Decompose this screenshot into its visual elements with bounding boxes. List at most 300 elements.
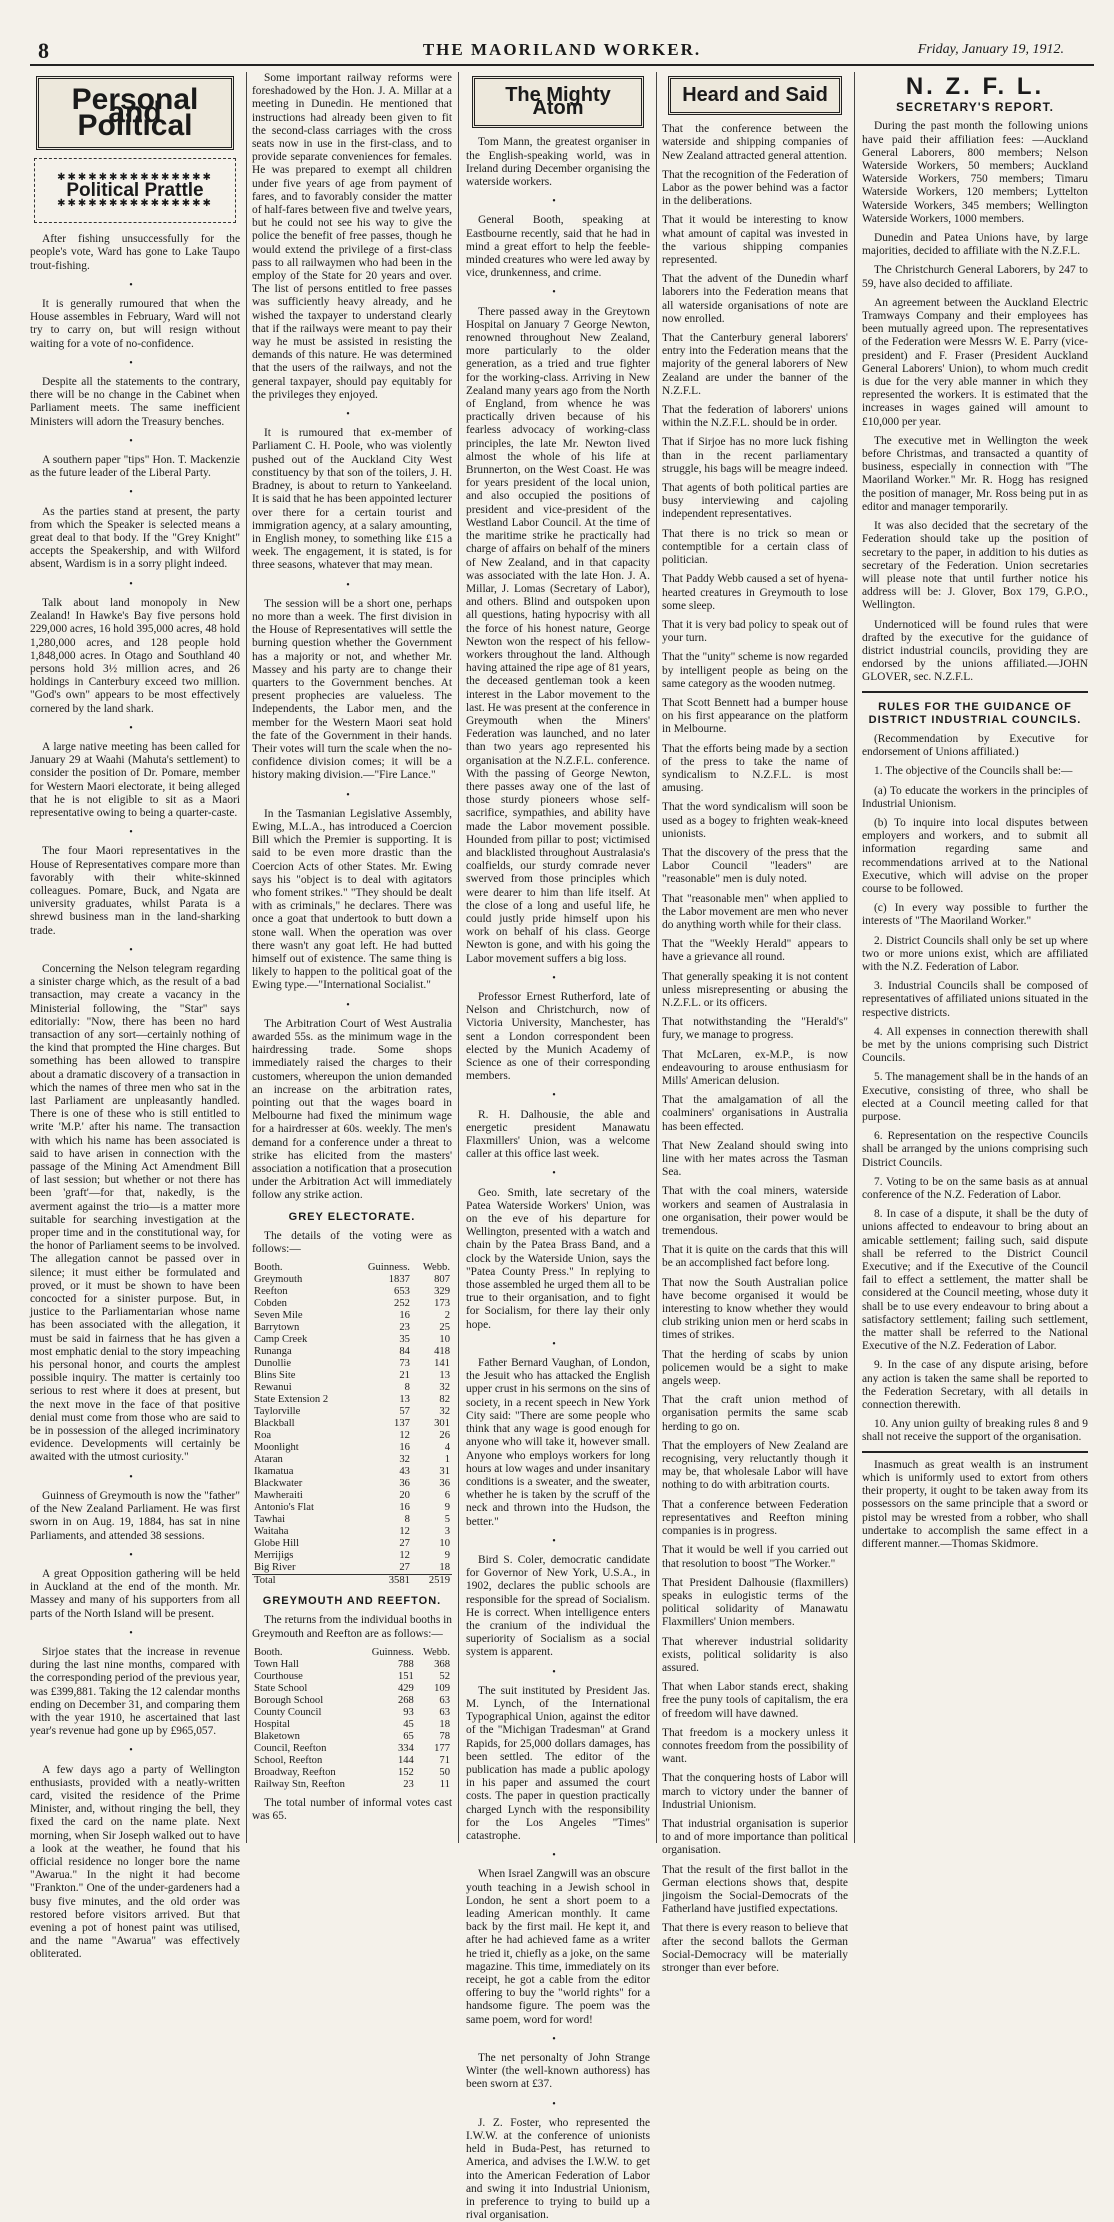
table-cell: 16 (399, 1502, 410, 1514)
table-cell: 5 (444, 1514, 450, 1526)
paragraph: That the federation of laborers' unions within the N.Z.F.L. should be in order. (662, 404, 848, 430)
table-row (252, 1659, 452, 1671)
paragraph: The Arbitration Court of West Australia awarded 55s. as the minimum wage in the hairdressing trade. Some shops immediately raised the charges to their customers, whereupon the union demanded an increase on the arbitration rates, pointing out that the wages board in Melbourne had fixed the minimum wage for a hairdresser at 60s. weekly. The men's demand for a conference under a threat to strike has elicited from the masters' association a notification that a prosecution under the Arbitration Act will immediately follow any strike action. (252, 1017, 452, 1202)
paragraph: That if Sirjoe has no more luck fishing than in the recent parliamentary struggle, his bags will be meagre indeed. (662, 436, 848, 475)
secretary-report-heading: SECRETARY'S REPORT. (896, 100, 1054, 115)
table-cell: 45 (403, 1718, 414, 1730)
paragraph: That it would be interesting to know what amount of capital was invested in the various shipping companies represented. (662, 214, 848, 267)
table-cell: 4 (444, 1442, 450, 1454)
table-row (252, 1454, 452, 1466)
separator-icon: • (552, 972, 564, 984)
table-row (252, 1406, 452, 1418)
table-cell: Mawheraiti (254, 1490, 303, 1502)
greymouth-reefton-table (252, 1647, 452, 1791)
grey-electorate-table (252, 1262, 452, 1587)
paragraph: The net personalty of John Strange Winter (the well-known authoress) has been sworn at £37. (466, 2052, 650, 2091)
paragraph: 6. Representation on the respective Councils shall be arranged by the unions comprising such District Councils. (862, 1130, 1088, 1169)
paragraph: That the discovery of the press that the Labor Council "leaders" are "reasonable" men is duly noted. (662, 846, 848, 886)
paragraph: That the "Weekly Herald" appears to have a grievance all round. (662, 938, 848, 964)
separator-icon: • (129, 944, 141, 956)
table-row (252, 1274, 452, 1286)
paragraph: That the amalgamation of all the coalminers' organisations in Australia has been effected. (662, 1094, 848, 1133)
table-row (252, 1310, 452, 1322)
paragraph: General Booth, speaking at Eastbourne recently, said that he had in mind a great effort to help the feeble-minded creatures who were led away by vice, drunkenness, and crime. (466, 214, 650, 280)
separator-icon: • (552, 196, 564, 208)
table-cell: 329 (434, 1286, 450, 1298)
paragraph: That the conference between the waterside and shipping companies of New Zealand attracted general attention. (662, 123, 848, 162)
paragraph: In the Tasmanian Legislative Assembly, Ewing, M.L.A., has introduced a Coercion Bill which the Premier is supporting. It is said to be even more drastic than the Coercion Acts of other States. Mr. Ewing says his "object is to deal with agitators who foment strikes." "They should be dealt with as criminals," he declares. There was once a goat that undertook to butt down a stone wall. When the operation was over there wasn't any goat left. He had butted himself out of existence. The same thing is likely to happen to the political goat of the Ewing type.—"International Socialist." (252, 807, 452, 992)
table-cell: 23 (399, 1322, 410, 1334)
paragraph: J. Z. Foster, who represented the I.W.W. at the conference of unionists held in Buda-Pest, has returned to America, and advises the I.W.W. to get into the American Federation of Labor and swing it into Industrial Unionism, in preference to trying to build up a rival organisation. (466, 2116, 650, 2222)
paragraph: R. H. Dalhousie, the able and energetic president Manawatu Flaxmillers' Union, was a welcome caller at this office last week. (466, 1108, 650, 1161)
separator-icon: • (346, 409, 358, 421)
column-header: Webb. (422, 1646, 450, 1658)
separator-icon: • (552, 287, 564, 299)
table-cell: 173 (434, 1298, 450, 1310)
closing-quote: Inasmuch as great wealth is an instrument which is uniformly used to extort from others their property, it ought to be taken away from its possessors on the same principle that a sword or pistol may be wrested from a robber, who shall undertake to accomplish the same effect in a different manner.—Thomas Skidmore. (862, 1458, 1088, 1550)
paragraph: During the past month the following unions have paid their affiliation fees: —Auckland General Laborers, 800 members; Nelson Waterside Workers, 50 members; Auckland Waterside Workers, 750 members; Timaru Waterside Workers, 120 members; Lyttelton Waterside Workers, 345 members; Wellington Waterside Workers, 1000 members. (862, 120, 1088, 225)
paragraph: Geo. Smith, late secretary of the Patea Waterside Workers' Union, was on the eve of his departure for Wellington, presented with a watch and chain by the Patea Brass Band, and a clock by the Waterside Union, says the "Patea County Press." In replying to those assembled he urged them all to be true to their organisation, and to fight for Socialism, for there lay their only hope. (466, 1186, 650, 1331)
table-row (252, 1707, 452, 1719)
star-border-icon: ✱✱✱✱✱✱✱✱✱✱✱✱✱✱✱ (57, 171, 213, 183)
paragraph: The session will be a short one, perhaps no more than a week. The first division in the House of Representatives will settle the burning question whether the Government has a majority or not, and whether Mr. Massey and his party are to change their quarters to the Government benches. At present prophecies are valueless. The Independents, the Labor men, and the member for the Western Maori seat hold the fate of the Government in their hands. Their votes will turn the scale when the no-confidence division comes; it will be a history making division.—"Fire Lance." (252, 597, 452, 782)
table-row (252, 1358, 452, 1370)
paragraph: That with the coal miners, waterside workers and seamen of Australasia in one organisation, their power would be tremendous. (662, 1185, 848, 1238)
table-cell: Taylorville (254, 1406, 301, 1418)
paragraph: Tom Mann, the greatest organiser in the English-speaking world, was in Ireland during December organising the waterside workers. (466, 136, 650, 189)
table-cell: Total (252, 1575, 353, 1588)
paragraph: That "reasonable men" when applied to the Labor movement are men who never do anything worth while for their class. (662, 892, 848, 931)
separator-icon: • (129, 435, 141, 447)
separator-icon: • (552, 1338, 564, 1350)
paragraph: Despite all the statements to the contrary, there will be no change in the Cabinet when Parliament meets. The same inefficient Ministers will adorn the Treasury benches. (30, 376, 240, 428)
table-cell: 177 (434, 1742, 450, 1754)
paragraph: That the conquering hosts of Labor will march to victory under the banner of Industrial Unionism. (662, 1772, 848, 1811)
table-cell: 25 (439, 1322, 450, 1334)
table-cell: 78 (439, 1730, 450, 1742)
grey-electorate-intro: The details of the voting were as follows:— (252, 1229, 452, 1256)
article-body (862, 120, 1088, 684)
table-cell: Tawhai (254, 1514, 286, 1526)
paragraph: It is rumoured that ex-member of Parliament C. H. Poole, who was violently pushed out of the Auckland City West constituency by that son of the toilers, J. H. Bradney, is about to return to Yankeeland. It is said that he has been appointed lecturer over there for a certain tourist and immigration agency, at a salary amounting, in English money, to something like £15 a week. The engagement, it is stated, is for three seasons, whatever that may mean. (252, 427, 452, 572)
paragraph: (c) In every way possible to further the interests of "The Maoriland Worker." (862, 902, 1088, 928)
paragraph: That it would be well if you carried out that resolution to boost "The Worker." (662, 1544, 848, 1570)
table-cell: 32 (439, 1406, 450, 1418)
paragraph: Sirjoe states that the increase in revenue during the last nine months, compared with the corresponding period of the previous year, was £399,881. Taking the 12 calendar months ending on December 31, and comparing them with the year 1910, he ascertained that last year's revenue had gone up by £965,057. (30, 1645, 240, 1738)
paragraph: That there is no trick so mean or contemptible for a certain class of politician. (662, 527, 848, 567)
table-cell: Waitaha (254, 1526, 289, 1538)
paragraph: That the advent of the Dunedin wharf laborers into the Federation means that all waterside organisations of note are now enrolled. (662, 273, 848, 325)
table-cell: Roa (254, 1430, 272, 1442)
paragraph: That the employers of New Zealand are recognising, very reluctantly though it may be, that wholesale Labor will have nothing to do with arbitration courts. (662, 1439, 848, 1492)
paragraph: After fishing unsuccessfully for the people's vote, Ward has gone to Lake Taupo trout-fishing. (30, 233, 240, 272)
paragraph: The Christchurch General Laborers, by 247 to 59, have also decided to affiliate. (862, 264, 1088, 290)
paragraph: A great Opposition gathering will be held in Auckland at the end of the month. Mr. Massey and many of his supporters from all parts of the North Island will be present. (30, 1567, 240, 1620)
paragraph: That the herding of scabs by union policemen would be a sight to make angels weep. (662, 1348, 848, 1388)
table-cell: 31 (439, 1466, 450, 1478)
table-row (252, 1322, 452, 1334)
table-cell: Barrytown (254, 1322, 300, 1334)
section-subtitle-political-prattle (34, 158, 236, 224)
page-number: 8 (38, 38, 49, 63)
separator-icon: • (552, 1168, 564, 1180)
table-row (252, 1743, 452, 1755)
table-cell: 109 (434, 1682, 450, 1694)
table-cell: 35 (399, 1334, 410, 1346)
table-cell: 20 (399, 1490, 410, 1502)
column-personal-political (30, 72, 240, 1961)
paragraph: That wherever industrial solidarity exists, political solidarity is also assured. (662, 1635, 848, 1674)
section-title-personal-political: Personal and Political (36, 76, 234, 150)
subtitle-text: Political Prattle (66, 179, 204, 201)
paragraph: That the Canterbury general laborers' entry into the Federation means that the majority of the general laborers of New Zealand are under the banner of the N.Z.F.L. (662, 332, 848, 397)
table-cell: 13 (439, 1370, 450, 1382)
table-cell: Hospital (254, 1718, 290, 1730)
table-cell: 43 (399, 1466, 410, 1478)
star-border-icon: ✱✱✱✱✱✱✱✱✱✱✱✱✱✱✱ (57, 198, 213, 210)
paragraph: 5. The management shall be in the hands of an Executive, consisting of three, who shall be elected at a Council meeting called for that purpose. (862, 1071, 1088, 1124)
table-cell: 26 (439, 1430, 450, 1442)
paragraph: 9. In the case of any dispute arising, before any action is taken the same shall be reported to the Federation Secretary, with all details in connection therewith. (862, 1359, 1088, 1412)
separator-icon: • (129, 1627, 141, 1639)
nzfl-heading: N. Z. F. L. (905, 73, 1045, 100)
paragraph: The suit instituted by President Jas. M. Lynch, of the International Typographical Union, against the editor of the "Michigan Tradesman" at Grand Rapids, for 25,000 dollars damages, has been settled. The editor of the publication has made a public apology in his paper and assumed the court costs. The paper in question practically charged Lynch with the responsibility for the Los Angeles "Times" catastrophe. (466, 1684, 650, 1842)
masthead (30, 38, 1094, 66)
paragraph: Guinness of Greymouth is now the "father" of the New Zealand Parliament. He was first sworn in on Aug. 19, 1884, has sat in nine Parliaments, and attended 38 sessions. (30, 1489, 240, 1542)
separator-icon: • (129, 1471, 141, 1483)
table-row (252, 1298, 452, 1310)
table-cell: 12 (399, 1550, 410, 1562)
table-row (252, 1731, 452, 1743)
table-cell: 418 (434, 1346, 450, 1358)
table-row (252, 1442, 452, 1454)
table-cell: 18 (439, 1718, 450, 1730)
total-row (252, 1575, 452, 1588)
paragraph: 8. In case of a dispute, it shall be the duty of unions affected to endeavour to bring about an amicable settlement; failing such, said dispute shall be referred to the District Council Executive; and if the Executive of the Council fail to effect a settlement, the matter shall be considered at the Council meeting, whose duty it shall be to use every endeavour to bring about a satisfactory settlement; failing such settlement, the matter shall be referred to the National Executive of the N.Z. Federation of Labor. (862, 1208, 1088, 1353)
column-railway-grey (252, 72, 452, 1845)
article-body (466, 136, 650, 2222)
paragraph: Bird S. Coler, democratic candidate for Governor of New York, U.S.A., in 1902, declares the public schools are responsible for the spread of Socialism. He is correct. When intelligence enters the cranium of the individual the superiority of Socialism as a social system is apparent. (466, 1553, 650, 1659)
table-cell: 8 (404, 1514, 410, 1526)
paragraph: 2. District Councils shall only be set up where two or more unions exist, which are affiliated with the N.Z. Federation of Labor. (862, 934, 1088, 973)
table-cell: 9 (444, 1502, 450, 1514)
paragraph: That the efforts being made by a section of the press to take the name of syndicalism to N.Z.F.L. is most amusing. (662, 742, 848, 795)
paragraph: That President Dalhousie (flaxmillers) speaks in eulogistic terms of the political solidarity of Manawatu Flaxmillers' Union members. (662, 1576, 848, 1629)
table-cell: 63 (439, 1694, 450, 1706)
paragraph: That New Zealand should swing into line with her mates across the Tasman Sea. (662, 1139, 848, 1179)
table-row (252, 1478, 452, 1490)
paragraph: 4. All expenses in connection therewith shall be met by the unions comprising such District Councils. (862, 1025, 1088, 1065)
paper-title: THE MAORILAND WORKER. (422, 40, 702, 59)
table-cell: 144 (397, 1754, 414, 1766)
paragraph: That when Labor stands erect, shaking free the puny tools of capitalism, the era of freedom will have dawned. (662, 1681, 848, 1720)
table-cell: 152 (397, 1766, 414, 1778)
table-cell: Blins Site (254, 1370, 296, 1382)
table-row (252, 1719, 452, 1731)
table-cell: 10 (439, 1334, 450, 1346)
table-cell: 32 (399, 1454, 410, 1466)
table-cell: 93 (403, 1706, 414, 1718)
table-row (252, 1370, 452, 1382)
table-cell: Merrijigs (254, 1550, 294, 1562)
table-cell: Rewanui (254, 1382, 292, 1394)
table-cell: State Extension 2 (254, 1394, 329, 1406)
table-cell: County Council (254, 1706, 322, 1718)
table-cell: Railway Stn, Reefton (254, 1778, 345, 1790)
greymouth-reefton-intro: The returns from the individual booths in Greymouth and Reefton are as follows:— (252, 1614, 452, 1640)
column-heard-said (662, 72, 848, 1974)
table-cell: Ataran (254, 1454, 283, 1466)
table-row (252, 1562, 452, 1575)
paragraph: 3. Industrial Councils shall be composed of representatives of affiliated unions situated in the respective districts. (862, 980, 1088, 1019)
paragraph: That freedom is a mockery unless it connotes freedom from the possibility of want. (662, 1726, 848, 1766)
column-divider (854, 72, 855, 1843)
table-cell: 36 (399, 1478, 410, 1490)
table-cell: Blackball (254, 1418, 295, 1430)
table-cell: Town Hall (254, 1658, 299, 1670)
paragraph: A large native meeting has been called for January 29 at Waahi (Mahuta's settlement) to consider the position of Dr. Pomare, member for Western Maori electorate, it being alleged that he is not eligible to sit as a Maori representative owing to being a quarter-caste. (30, 740, 240, 819)
paragraph: The four Maori representatives in the House of Representatives compare more than favorably with their white-skinned colleagues. Pomare, Buck, and Ngata are university graduates, whilst Parata is a shrewd business man in the land-sharking trade. (30, 845, 240, 937)
table-cell: Reefton (254, 1286, 288, 1298)
separator-icon: • (129, 357, 141, 369)
paragraph: That agents of both political parties are busy interviewing and cajoling independent representatives. (662, 482, 848, 521)
separator-icon: • (129, 578, 141, 590)
table-row (252, 1550, 452, 1562)
paragraph: Father Bernard Vaughan, of London, the Jesuit who has attacked the English upper crust in his sermons on the sins of society, in a recent speech in New York City said: "There are some people who think that any wage is good enough for anyone who will take it, however small. Anyone who employs workers for long hours at low wages and under insanitary conditions is a sweater, and the sweater, whether he is taken by the scruff of the neck and thrown into the Hudson, the better." (466, 1357, 650, 1528)
section-divider (862, 691, 1088, 693)
table-cell: 65 (403, 1730, 414, 1742)
column-header: Webb. (422, 1262, 450, 1274)
table-cell: 9 (444, 1550, 450, 1562)
table-cell: 268 (397, 1694, 414, 1706)
paragraph: That the recognition of the Federation of Labor as the power behind was a factor in the deliberations. (662, 168, 848, 208)
separator-icon: • (552, 1535, 564, 1547)
table-cell: Council, Reefton (254, 1742, 327, 1754)
paragraph: That there is every reason to believe that after the second ballots the German Social-Democracy will be materially stronger than ever before. (662, 1922, 848, 1974)
table-cell: Antonio's Flat (254, 1502, 314, 1514)
paragraph: 7. Voting to be on the same basis as at annual conference of the N.Z. Federation of Labor. (862, 1175, 1088, 1202)
table-cell: 2519 (412, 1575, 452, 1588)
separator-icon: • (552, 2033, 564, 2045)
table-cell: 13 (399, 1394, 410, 1406)
paragraph: That McLaren, ex-M.P., is now endeavouring to arouse enthusiasm for Mills' American delusion. (662, 1048, 848, 1087)
table-cell: 11 (439, 1778, 450, 1790)
section-divider (862, 1451, 1088, 1453)
paragraph: That Paddy Webb caused a set of hyena-hearted creatures in Greymouth to lose some sleep. (662, 573, 848, 612)
table-cell: 73 (399, 1358, 410, 1370)
separator-icon: • (129, 1549, 141, 1561)
table-row (252, 1418, 452, 1430)
paragraph: That generally speaking it is not content unless misrepresenting or abusing the N.Z.F.L. or its officers. (662, 970, 848, 1009)
paragraph: That the result of the first ballot in the German elections shows that, despite jingoism the Social-Democrats of the Fatherland have justified expectations. (662, 1863, 848, 1916)
table-cell: Courthouse (254, 1670, 303, 1682)
article-body (30, 233, 240, 1961)
rules-list (862, 765, 1088, 1444)
separator-icon: • (129, 722, 141, 734)
paragraph: (b) To inquire into local disputes between employers and workers, and to submit all information regarding same and recommendations arrived at to the National Executive, which will advise on the proper course to be followed. (862, 816, 1088, 895)
issue-date: Friday, January 19, 1912. (917, 42, 1064, 57)
table-cell: 368 (434, 1658, 450, 1670)
article-body (252, 72, 452, 1203)
table-cell: State School (254, 1682, 308, 1694)
separator-icon: • (129, 279, 141, 291)
table-row (252, 1755, 452, 1767)
separator-icon: • (129, 1745, 141, 1757)
table-cell: 1 (444, 1454, 450, 1466)
column-header: Guinness. (367, 1262, 410, 1274)
table-cell: 50 (439, 1766, 450, 1778)
paragraph: As the parties stand at present, the party from which the Speaker is selected means a great deal to that body. If the "Grey Knight" accepts the Speakership, and with Wilford absent, Wardism is in a sorry plight indeed. (30, 505, 240, 571)
separator-icon: • (552, 1850, 564, 1862)
paragraph: Professor Ernest Rutherford, late of Nelson and Christchurch, now of Victoria University, Manchester, has sent a London correspondent been elected by the Munich Academy of Science as one of their corresponding members. (466, 991, 650, 1083)
table-cell: 23 (403, 1778, 414, 1790)
table-cell: 84 (399, 1346, 410, 1358)
section-title-heard-said: Heard and Said (668, 76, 842, 115)
table-cell: 137 (394, 1418, 410, 1430)
table-row (252, 1671, 452, 1683)
table-row (252, 1502, 452, 1514)
paragraph: It is generally rumoured that when the House assembles in February, Ward will not try to carry on, but will resign without waiting for a vote of no-confidence. (30, 298, 240, 350)
table-row (252, 1779, 452, 1791)
paragraph: That the "unity" scheme is now regarded by intelligent people as being on the same category as the wooden nutmeg. (662, 651, 848, 690)
paragraph: Talk about land monopoly in New Zealand! In Hawke's Bay five persons hold 229,000 acres, 16 hold 395,000 acres, 48 hold 1,280,000 acres, and 128 people hold 1,848,000 acres. In Otago and Southland 40 persons hold 3½ million acres, and 26 holdings in Canterbury exceed two million. "God's own" appears to be most effectively cornered by the land shark. (30, 596, 240, 715)
greymouth-reefton-heading: GREYMOUTH AND REEFTON. (262, 1595, 442, 1608)
table-cell: 1837 (388, 1274, 410, 1286)
paragraph: That the word syndicalism will soon be used as a bogey to frighten weak-kneed unionists. (662, 801, 848, 840)
separator-icon: • (346, 999, 358, 1011)
table-cell: 21 (399, 1370, 410, 1382)
table-cell: 3 (444, 1526, 450, 1538)
table-cell: 16 (399, 1442, 410, 1454)
separator-icon: • (129, 487, 141, 499)
table-cell: 3581 (353, 1575, 412, 1588)
paragraph: When Israel Zangwill was an obscure youth teaching in a Jewish school in London, he sent a short poem to a leading American monthly. It came back by the first mail. He kept it, and after he had achieved fame as a writer he tried it, chiefly as a joke, on the same magazine. This time, immediately on its receipt, he got a cable from the editor offering to buy the "world rights" for a handsome figure. The poem was the same poem, word for word! (466, 1868, 650, 2026)
column-header: Guinness. (371, 1646, 414, 1658)
table-cell: 429 (397, 1682, 414, 1694)
paragraph: That industrial organisation is superior to and of more importance than political organisation. (662, 1817, 848, 1857)
column-mighty-atom (466, 72, 650, 2222)
table-cell: 63 (439, 1706, 450, 1718)
separator-icon: • (552, 2098, 564, 2110)
table-cell: 2 (444, 1310, 450, 1322)
table-cell: 301 (434, 1418, 450, 1430)
paragraph: Dunedin and Patea Unions have, by large majorities, decided to affiliate with the N.Z.F.L. (862, 232, 1088, 258)
table-cell: Broadway, Reefton (254, 1766, 336, 1778)
separator-icon: • (552, 1666, 564, 1678)
table-row (252, 1382, 452, 1394)
table-cell: 141 (434, 1358, 450, 1370)
column-divider (656, 72, 657, 1843)
table-cell: Blackwater (254, 1478, 303, 1490)
table-cell: 151 (397, 1670, 414, 1682)
paragraph: 10. Any union guilty of breaking rules 8 and 9 shall not receive the support of the organisation. (862, 1418, 1088, 1444)
separator-icon: • (346, 579, 358, 591)
paragraph: A southern paper "tips" Hon. T. Mackenzie as the future leader of the Liberal Party. (30, 454, 240, 480)
table-cell: Seven Mile (254, 1310, 303, 1322)
paragraph: That a conference between Federation representatives and Reefton mining companies is in progress. (662, 1498, 848, 1538)
table-cell: 10 (439, 1538, 450, 1550)
table-cell: Big River (254, 1562, 296, 1574)
table-cell: 32 (439, 1382, 450, 1394)
table-cell: 18 (439, 1562, 450, 1574)
table-row (252, 1466, 452, 1478)
table-cell: Cobden (254, 1298, 287, 1310)
table-cell: 82 (439, 1394, 450, 1406)
table-cell: School, Reefton (254, 1754, 323, 1766)
paragraph: (a) To educate the workers in the principles of Industrial Unionism. (862, 784, 1088, 810)
separator-icon: • (552, 1090, 564, 1102)
table-row (252, 1394, 452, 1406)
table-row (252, 1490, 452, 1502)
paragraph: That it is very bad policy to speak out of your turn. (662, 618, 848, 645)
table-cell: 12 (399, 1430, 410, 1442)
table-cell: Borough School (254, 1694, 324, 1706)
column-nzfl (862, 72, 1088, 1845)
table-cell: 8 (404, 1382, 410, 1394)
article-body (662, 123, 848, 1975)
table-cell: 788 (397, 1658, 414, 1670)
table-row (252, 1334, 452, 1346)
column-header: Booth. (254, 1646, 283, 1658)
table-row (252, 1695, 452, 1707)
table-cell: Camp Creek (254, 1334, 308, 1346)
grey-electorate-heading: GREY ELECTORATE. (288, 1210, 416, 1223)
separator-icon: • (129, 827, 141, 839)
rules-heading: RULES FOR THE GUIDANCE OF DISTRICT INDUSTRIAL COUNCILS. (868, 700, 1082, 726)
paragraph: Undernoticed will be found rules that were drafted by the executive for the guidance of district industrial councils, providing they are endorsed by the unions affiliated.—JOHN GLOVER, sec. N.Z.F.L. (862, 618, 1088, 684)
table-cell: 36 (439, 1478, 450, 1490)
table-cell: Ikamatua (254, 1466, 294, 1478)
table-cell: 12 (399, 1526, 410, 1538)
table-cell: Moonlight (254, 1442, 299, 1454)
table-cell: Greymouth (254, 1274, 303, 1286)
table-cell: 27 (399, 1562, 410, 1574)
column-header: Booth. (254, 1262, 283, 1274)
paragraph: The executive met in Wellington the week before Christmas, and transacted a quantity of business, especially in connection with "The Maoriland Worker." Mr. R. Hogg has resigned the position of manager, Mr. Ross being put in as editor and manager temporarily. (862, 434, 1088, 513)
table-cell: 334 (397, 1742, 414, 1754)
paragraph: That notwithstanding the "Herald's" fury, we manage to progress. (662, 1016, 848, 1042)
table-row (252, 1346, 452, 1358)
table-cell: Globe Hill (254, 1538, 300, 1550)
rules-intro: (Recommendation by Executive for endorsement of Unions affiliated.) (862, 732, 1088, 759)
paragraph: Some important railway reforms were foreshadowed by the Hon. J. A. Millar at a meeting in Dunedin. He mentioned that instructions had already been given to fit the second-class carriages with the cross seats now in use in the first-class, and to provide separate conveniences for females. He was prepared to exempt all children under five years of age from payment of fares, and to favorably consider the matter of half-fares between five and twelve years, but he could not see his way to give the police the benefit of free passes, though he would extend the privilege of a first-class pass to all railwaymen who had been in the employ of the State for 20 years and over. The list of persons entitled to free passes was sufficiently heavy already, and he wished the taxpayer to understand clearly that if the railways were meant to pay their way he must be assisted in resisting the demands of this nature. He was determined that the users of the railways, and not the general taxpayer, should pay equitably for the privileges they enjoyed. (252, 72, 452, 401)
table-cell: 252 (394, 1298, 410, 1310)
table-row (252, 1526, 452, 1538)
table-cell: 52 (439, 1670, 450, 1682)
table-row (252, 1514, 452, 1526)
paragraph: There passed away in the Greytown Hospital on January 7 George Newton, renowned throughout New Zealand, more particularly to the older generation, as a tried and true fighter for the working-class. Arriving in New Zealand many years ago from the North of England, from whence he was practically driven because of his fearless advocacy of working-class principles, the late Mr. Newton lived almost the whole of his life at Brunnerton, on the West Coast. He was for years president of the local union, and also occupied the positions of president and vice-president of the Westland Labor Council. At the time of the maritime strike he practically had charge of affairs on behalf of the miners of New Zealand, and in that capacity was associated with the late Hon. J. A. Millar, J. Lomas (Secretary of Labor), and others. Blind and outspoken upon all questions, hating hypocrisy with all the force of his honest nature, George Newton won the respect of his fellow-workers throughout the land. Although having attained the ripe age of 81 years, the deceased gentleman took a keen interest in the Labor movement to the last. He was present at the conference in Greymouth when the Miners' Federation was launched, and no later than two years ago represented his organisation at the N.Z.F.L. conference. With the passing of George Newton, there passes away one of the last of those sturdy pioneers whose self-sacrifice, sympathies, and ability have made the Labor movement possible. Hounded from pillar to post; victimised and blacklisted throughout Australasia's coalfields, our sturdy comrade never swerved from those principles which were dearer to him than life itself. At the close of a long and useful life, he could justly pride himself upon his work on behalf of his class. George Newton is gone, and with his going the Labor movement suffers a big loss. (466, 305, 650, 965)
paragraph: An agreement between the Auckland Electric Tramways Company and their employees has been mutually agreed upon. The representatives of the Federation were Messrs W. E. Parry (vice-president) and F. Fraser (President Auckland General Laborers' Union), to whom much credit is due for the very able manner in which they represented the workers. It is estimated that the increases in wages gained will amount to £10,000 per year. (862, 296, 1088, 428)
table-cell: 71 (439, 1754, 450, 1766)
paragraph: It was also decided that the secretary of the Federation should take up the position of secretary to the paper, in addition to his duties as secretary of the Federation. Union secretaries will please note that until further notice his address will be: J. Glover, Box 179, G.P.O., Wellington. (862, 520, 1088, 612)
table-cell: Runanga (254, 1346, 292, 1358)
table-cell: Blaketown (254, 1730, 300, 1742)
paragraph: That Scott Bennett had a bumper house on his first appearance on the platform in Melbourne. (662, 696, 848, 736)
table-row (252, 1538, 452, 1550)
table-cell: 807 (434, 1274, 450, 1286)
separator-icon: • (346, 789, 358, 801)
section-title-mighty-atom: The Mighty Atom (472, 76, 644, 128)
table-cell: 57 (399, 1406, 410, 1418)
paragraph: A few days ago a party of Wellington enthusiasts, provided with a neatly-written card, visited the residence of the Prime Minister, and, without ringing the bell, they fixed the card on the name plate. Next morning, when Sir Joseph walked out to have a look at the weather, he found that his official residence no longer bore the name "Awarua." In the night it had become "Frankton." One of the under-gardeners had a busy five minutes, and the old order was restored before visitors arrived. But that evening a pot of honest paint was utilised, and the name "Awarua" was effectively obliterated. (30, 1763, 240, 1961)
paragraph: 1. The objective of the Councils shall be:— (874, 765, 1073, 778)
paragraph: That the craft union method of organisation permits the same scab herding to go on. (662, 1394, 848, 1433)
table-row (252, 1430, 452, 1442)
table-row (252, 1683, 452, 1695)
table-cell: 653 (394, 1286, 410, 1298)
informal-votes-note: The total number of informal votes cast was 65. (252, 1796, 452, 1823)
column-divider (246, 72, 247, 1843)
